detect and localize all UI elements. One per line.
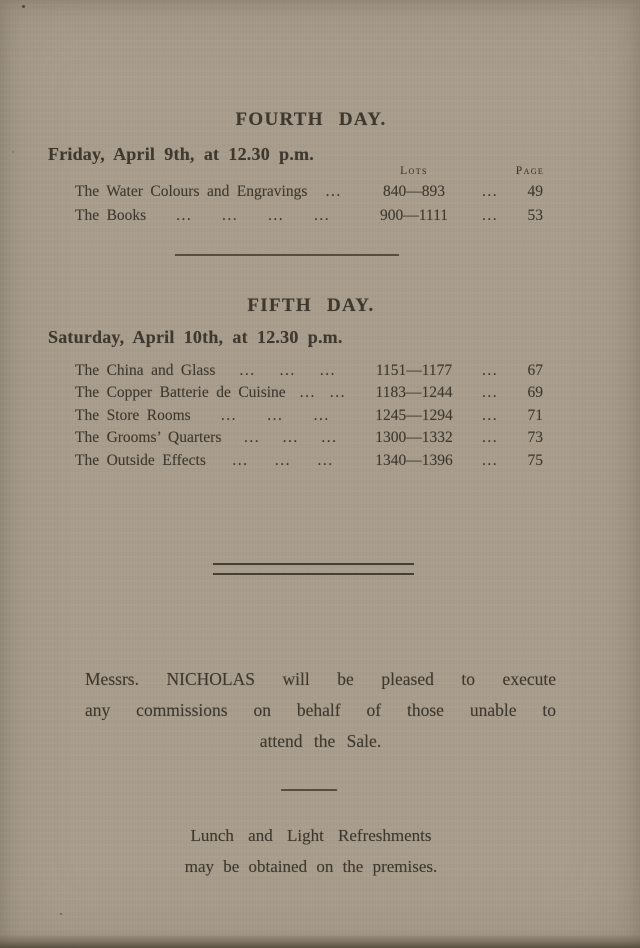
page-number: 75 bbox=[527, 451, 543, 469]
table-row bbox=[48, 360, 548, 382]
table-row bbox=[48, 427, 548, 449]
lot-category-label: The Grooms’ Quarters bbox=[75, 429, 222, 447]
dot-leader bbox=[206, 450, 360, 472]
table-header-row bbox=[48, 163, 548, 180]
notice-line: attend the Sale. bbox=[259, 731, 382, 751]
table-row bbox=[48, 405, 548, 427]
lots-range: 1340—1396 bbox=[375, 451, 453, 469]
separator-dots: ... bbox=[481, 429, 499, 447]
leader-dots: ... bbox=[239, 362, 256, 379]
leader-dots: ... bbox=[243, 429, 261, 447]
refreshments-line: Lunch and Light Refreshments bbox=[190, 826, 432, 845]
fourth-day-table bbox=[48, 163, 548, 228]
dot-leader bbox=[191, 405, 360, 427]
leader-dots: ... bbox=[329, 384, 346, 402]
page-number: 53 bbox=[527, 207, 543, 224]
lots-range: 900—1111 bbox=[379, 207, 449, 224]
dot-leader bbox=[146, 204, 360, 228]
page-number: 73 bbox=[527, 429, 543, 447]
leader-dots: ... bbox=[321, 429, 338, 447]
fifth-day-rows bbox=[48, 360, 548, 472]
fifth-day-table bbox=[48, 360, 548, 472]
leader-dots: ... bbox=[267, 406, 284, 424]
refreshments-line: may be obtained on the premises. bbox=[184, 857, 438, 876]
separator-dots: ... bbox=[481, 451, 499, 469]
dot-leader bbox=[307, 180, 360, 204]
lot-category-label: The Store Rooms bbox=[75, 406, 191, 424]
lot-category-label: The Water Colours and Engravings bbox=[75, 183, 308, 200]
lots-range: 1151—1177 bbox=[375, 362, 453, 379]
leader-dots: ... bbox=[314, 207, 331, 224]
separator-dots: ... bbox=[481, 406, 499, 424]
leader-dots: ... bbox=[299, 384, 316, 402]
separator-dots: ... bbox=[481, 207, 499, 224]
lot-category-label: The Books bbox=[75, 207, 147, 224]
page-number: 49 bbox=[527, 183, 543, 200]
refreshments-note bbox=[0, 820, 622, 882]
leader-dots: ... bbox=[274, 451, 291, 469]
leader-dots: ... bbox=[313, 406, 330, 424]
table-row bbox=[48, 382, 548, 404]
fifth-day-heading: FIFTH DAY. bbox=[247, 295, 375, 316]
page-column-header: Page bbox=[515, 165, 545, 177]
lots-range: 1183—1244 bbox=[375, 384, 453, 402]
lots-range: 840—893 bbox=[383, 183, 445, 200]
lot-category-label: The Outside Effects bbox=[75, 451, 206, 469]
notice-line: any commissions on behalf of those unable to bbox=[85, 700, 556, 720]
separator-dots: ... bbox=[481, 384, 499, 402]
page-number: 71 bbox=[527, 406, 543, 424]
fourth-day-date: Friday, April 9th, at 12.30 p.m. bbox=[48, 144, 314, 164]
leader-dots: ... bbox=[222, 207, 239, 224]
table-row bbox=[48, 180, 548, 204]
page-number: 69 bbox=[527, 384, 543, 402]
fifth-day-date: Saturday, April 10th, at 12.30 p.m. bbox=[48, 327, 343, 347]
double-divider-rule bbox=[213, 563, 414, 575]
lots-range: 1300—1332 bbox=[375, 429, 453, 447]
paper-speck bbox=[60, 913, 62, 915]
lots-range: 1245—1294 bbox=[375, 406, 453, 424]
table-row bbox=[48, 204, 548, 228]
leader-dots: ... bbox=[268, 207, 285, 224]
leader-dots: ... bbox=[319, 362, 336, 379]
leader-dots: ... bbox=[220, 406, 238, 424]
lots-column-header: Lots bbox=[400, 165, 428, 177]
notice-line: Messrs. NICHOLAS will be pleased to execute bbox=[85, 669, 556, 689]
dot-leader bbox=[221, 427, 360, 449]
leader-dots: ... bbox=[282, 429, 299, 447]
dot-leader bbox=[215, 360, 360, 382]
fourth-day-heading: FOURTH DAY. bbox=[235, 109, 387, 130]
leader-dots: ... bbox=[325, 183, 342, 200]
leader-dots: ... bbox=[279, 362, 296, 379]
section-divider-rule bbox=[175, 254, 399, 256]
paper-speck bbox=[12, 151, 14, 153]
short-divider-rule bbox=[281, 789, 337, 791]
commission-notice bbox=[85, 664, 556, 757]
lot-category-label: The China and Glass bbox=[75, 362, 216, 379]
separator-dots: ... bbox=[481, 183, 499, 200]
leader-dots: ... bbox=[317, 451, 334, 469]
paper-speck bbox=[22, 5, 25, 8]
page-number: 67 bbox=[527, 362, 543, 379]
separator-dots: ... bbox=[481, 362, 499, 379]
dot-leader bbox=[286, 382, 360, 404]
leader-dots: ... bbox=[176, 207, 193, 224]
fourth-day-rows bbox=[48, 180, 548, 228]
table-row bbox=[48, 450, 548, 472]
leader-dots: ... bbox=[232, 451, 249, 469]
lot-category-label: The Copper Batterie de Cuisine bbox=[75, 384, 286, 402]
